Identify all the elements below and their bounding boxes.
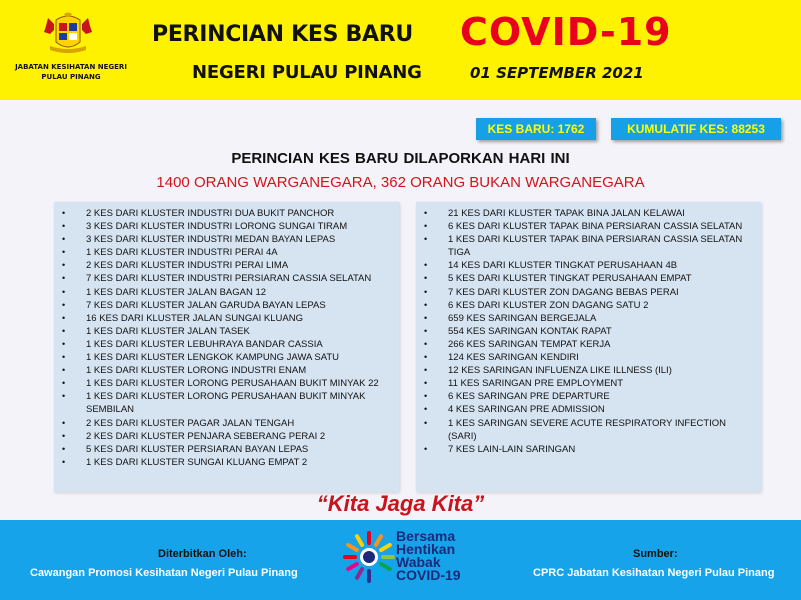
published-by-label: Diterbitkan Oleh: (158, 548, 247, 560)
citizenship-summary: 1400 ORANG WARGANEGARA, 362 ORANG BUKAN WARGANEGARA (156, 174, 645, 191)
list-item: • 6 KES DARI KLUSTER ZON DAGANG SATU 2 (416, 299, 755, 312)
list-item: • 2 KES DARI KLUSTER PENJARA SEBERANG PERAI 2 (54, 430, 393, 443)
list-item: • 3 KES DARI KLUSTER INDUSTRI MEDAN BAYAN LEPAS (54, 233, 393, 246)
list-item: • 2 KES DARI KLUSTER INDUSTRI DUA BUKIT PANCHOR (54, 207, 393, 220)
source-label: Sumber: (633, 548, 678, 560)
list-item: • 11 KES SARINGAN PRE EMPLOYMENT (416, 377, 755, 390)
header-banner (0, 0, 801, 100)
list-item: • 1 KES DARI KLUSTER SUNGAI KLUANG EMPAT 2 (54, 456, 393, 469)
logo-line-3: Wabak (396, 554, 441, 570)
slogan: “Kita Jaga Kita” (316, 491, 485, 516)
source-value: CPRC Jabatan Kesihatan Negeri Pulau Pinang (533, 567, 775, 579)
covid-title: COVID-19 (460, 10, 672, 54)
published-by-value: Cawangan Promosi Kesihatan Negeri Pulau Pinang (30, 567, 298, 579)
list-item: • 14 KES DARI KLUSTER TINGKAT PERUSAHAAN 4B (416, 259, 755, 272)
list-item: • 124 KES SARINGAN KENDIRI (416, 351, 755, 364)
agency-name: JABATAN KESIHATAN NEGERI PULAU PINANG (15, 63, 127, 81)
list-item: • 1 KES SARINGAN SEVERE ACUTE RESPIRATORY INFECTION (SARI) (416, 417, 755, 443)
list-item: • 6 KES DARI KLUSTER TAPAK BINA PERSIARAN CASSIA SELATAN (416, 220, 755, 233)
cluster-list-right (416, 202, 761, 492)
section-heading: PERINCIAN KES BARU DILAPORKAN HARI INI (231, 150, 570, 167)
campaign-burst-logo-icon (340, 528, 398, 586)
list-item: • 1 KES DARI KLUSTER INDUSTRI PERAI 4A (54, 246, 393, 259)
state-crest-icon (40, 12, 96, 54)
report-date: 01 SEPTEMBER 2021 (470, 64, 644, 82)
list-item: • 1 KES DARI KLUSTER JALAN BAGAN 12 (54, 286, 393, 299)
new-cases-badge: KES BARU: 1762 (476, 118, 596, 140)
list-item: • 1 KES DARI KLUSTER LORONG INDUSTRI ENAM (54, 364, 393, 377)
list-item: • 1 KES DARI KLUSTER LENGKOK KAMPUNG JAWA SATU (54, 351, 393, 364)
logo-line-4: COVID-19 (396, 567, 461, 583)
list-item: • 266 KES SARINGAN TEMPAT KERJA (416, 338, 755, 351)
list-item: • 554 KES SARINGAN KONTAK RAPAT (416, 325, 755, 338)
list-item: • 5 KES DARI KLUSTER PERSIARAN BAYAN LEPAS (54, 443, 393, 456)
list-item: • 3 KES DARI KLUSTER INDUSTRI LORONG SUNGAI TIRAM (54, 220, 393, 233)
list-item: • 2 KES DARI KLUSTER PAGAR JALAN TENGAH (54, 417, 393, 430)
list-item: • 1 KES DARI KLUSTER LEBUHRAYA BANDAR CASSIA (54, 338, 393, 351)
list-item: • 7 KES LAIN-LAIN SARINGAN (416, 443, 755, 456)
state-name: NEGERI PULAU PINANG (192, 62, 422, 83)
list-item: • 1 KES DARI KLUSTER LORONG PERUSAHAAN BUKIT MINYAK 22 (54, 377, 393, 390)
logo-line-2: Hentikan (396, 541, 456, 557)
list-item: • 12 KES SARINGAN INFLUENZA LIKE ILLNESS (ILI) (416, 364, 755, 377)
list-item: • 21 KES DARI KLUSTER TAPAK BINA JALAN KELAWAI (416, 207, 755, 220)
list-item: • 1 KES DARI KLUSTER TAPAK BINA PERSIARAN CASSIA SELATAN TIGA (416, 233, 755, 259)
page-title: PERINCIAN KES BARU (152, 22, 413, 47)
list-item: • 5 KES DARI KLUSTER TINGKAT PERUSAHAAN EMPAT (416, 272, 755, 285)
list-item: • 1 KES DARI KLUSTER JALAN TASEK (54, 325, 393, 338)
list-item: • 4 KES SARINGAN PRE ADMISSION (416, 403, 755, 416)
list-item: • 2 KES DARI KLUSTER INDUSTRI PERAI LIMA (54, 259, 393, 272)
list-item: • 659 KES SARINGAN BERGEJALA (416, 312, 755, 325)
list-item: • 16 KES DARI KLUSTER JALAN SUNGAI KLUANG (54, 312, 393, 325)
logo-line-1: Bersama (396, 528, 456, 544)
campaign-logo-text (396, 530, 461, 582)
cumulative-cases-badge: KUMULATIF KES: 88253 (611, 118, 781, 140)
list-item: • 1 KES DARI KLUSTER LORONG PERUSAHAAN BUKIT MINYAK SEMBILAN (54, 390, 393, 416)
list-item: • 6 KES SARINGAN PRE DEPARTURE (416, 390, 755, 403)
list-item: • 7 KES DARI KLUSTER ZON DAGANG BEBAS PERAI (416, 286, 755, 299)
list-item: • 7 KES DARI KLUSTER JALAN GARUDA BAYAN LEPAS (54, 299, 393, 312)
cluster-list-left (54, 202, 399, 492)
list-item: • 7 KES DARI KLUSTER INDUSTRI PERSIARAN CASSIA SELATAN (54, 272, 393, 285)
